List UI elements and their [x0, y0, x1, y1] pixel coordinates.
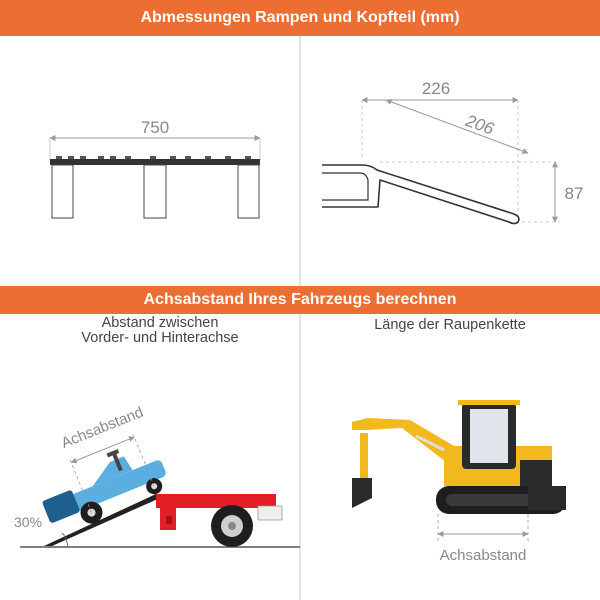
headpiece-length-label: 226	[421, 79, 451, 98]
excavator-bucket	[352, 478, 372, 508]
excavator-arm	[352, 418, 410, 430]
ramp-leg-left	[52, 165, 73, 218]
section-title-dimensions: Abmessungen Rampen und Kopfteil (mm)	[140, 9, 460, 26]
section-header-calculation	[0, 286, 600, 314]
incline-angle-label: 30%	[14, 514, 43, 530]
ramp-width-label: 750	[140, 118, 170, 137]
excavator-scene	[352, 400, 566, 564]
caption-axle-distance	[60, 316, 260, 346]
tractor-steering-wheel	[107, 449, 120, 457]
caption-axle-distance-line2: Vorder- und Hinterachse	[81, 330, 239, 346]
ramp-leg-middle	[144, 165, 166, 218]
ramp-top-bar	[50, 159, 260, 165]
tractor-axle-label: Achsabstand	[58, 403, 146, 452]
headpiece-inner-profile	[322, 173, 368, 200]
caption-axle-distance-line1: Abstand zwischen	[101, 315, 219, 331]
excavator-boom	[402, 420, 462, 462]
headpiece-height-label: 87	[564, 184, 584, 203]
section-title-calculation: Achsabstand Ihres Fahrzeugs berechnen	[143, 291, 457, 308]
headpiece-diagonal-dimension-line	[386, 100, 528, 153]
ramp-front-view	[50, 118, 260, 218]
excavator-blade	[528, 486, 566, 510]
excavator-cab-window	[470, 409, 508, 463]
headpiece-side-view	[322, 79, 583, 224]
caption-track-length: Länge der Raupenkette	[374, 317, 526, 333]
headpiece-diagonal-label: 206	[463, 111, 497, 139]
headpiece-profile	[322, 165, 519, 224]
tractor-scene	[14, 404, 300, 547]
ramp-leg-right	[238, 165, 259, 218]
excavator-axle-label: Achsabstand	[439, 547, 527, 564]
trailer-tail-light	[258, 506, 282, 520]
